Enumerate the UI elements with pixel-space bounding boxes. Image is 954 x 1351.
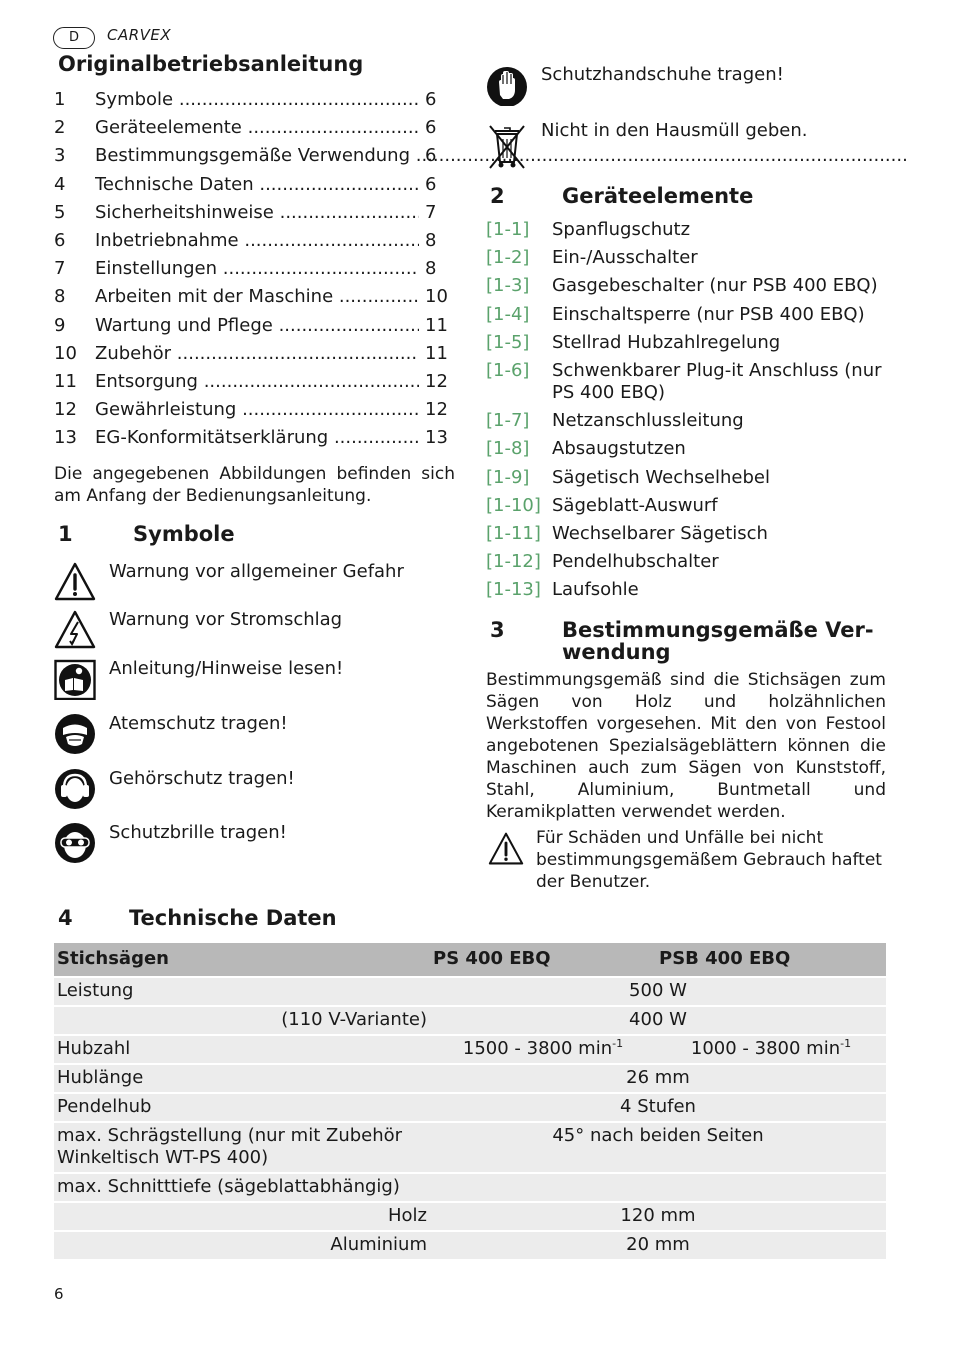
- toc-entry[interactable]: [54, 398, 454, 426]
- list-item: [486, 410, 896, 432]
- figure-reference[interactable]: [1-11]: [486, 522, 541, 544]
- toc-page: 12: [419, 370, 465, 394]
- toc-page: 7: [419, 201, 465, 225]
- row-label: Aluminium: [330, 1234, 427, 1255]
- document-title: Originalbetriebsanleitung: [58, 52, 364, 76]
- brand-name: CARVEX: [107, 26, 172, 44]
- warning-triangle-icon: [488, 832, 524, 866]
- toc-number: 5: [54, 201, 66, 223]
- safety-goggles-icon: [54, 822, 96, 864]
- row-label: max. Schnitttiefe (sägeblattabhängig): [57, 1176, 400, 1197]
- toc-entry[interactable]: [54, 116, 454, 144]
- toc-entry[interactable]: [54, 370, 454, 398]
- toc-entry[interactable]: [54, 426, 454, 454]
- figure-reference[interactable]: [1-13]: [486, 579, 541, 601]
- toc-page: 6: [419, 88, 465, 112]
- toc-page: 11: [419, 314, 465, 338]
- toc-number: 11: [54, 370, 77, 392]
- section-title-line: wendung: [562, 640, 671, 664]
- value-text: 1000 - 3800 min: [690, 1038, 841, 1059]
- toc-page: 6: [419, 116, 465, 140]
- row-label: Hubzahl: [57, 1038, 131, 1059]
- element-label: Einschaltsperre (nur PSB 400 EBQ): [552, 303, 865, 325]
- row-label: Pendelhub: [57, 1096, 152, 1117]
- toc-title: Inbetriebnahme .....: [95, 229, 434, 253]
- toc-title: Wartung und Pflege .....: [95, 314, 434, 338]
- toc-number: 6: [54, 229, 66, 251]
- intended-use-paragraph: Bestimmungsgemäß sind die Stichsägen zum Sägen von Holz und holzähnlichen Werkstoffen vorgesehen. Mit den von Festool angebotenen Spezialsägeblättern können die Maschinen auch zum Sägen von Kunststoff, Stahl, Aluminium, Buntmetall und Keramikplatten verwendet werden.: [486, 670, 886, 822]
- element-label: Schwenkbarer Plug-it Anschluss (nur PS 400 EBQ): [552, 359, 882, 403]
- electric-shock-icon: [54, 609, 96, 651]
- symbol-label: Anleitung/Hinweise lesen!: [109, 658, 344, 679]
- table-row: [54, 1093, 886, 1122]
- section-heading-verwendung: [490, 619, 890, 667]
- toc-entry[interactable]: [54, 257, 454, 285]
- toc-page: 8: [419, 229, 465, 253]
- section-number: 4: [58, 906, 73, 930]
- exponent: -1: [840, 1037, 852, 1050]
- row-label: Hublänge: [57, 1067, 144, 1088]
- symbol-label: Schutzhandschuhe tragen!: [541, 64, 784, 85]
- toc-entry[interactable]: [54, 314, 454, 342]
- row-label: Leistung: [57, 980, 134, 1001]
- toc-page: 6: [419, 173, 465, 197]
- element-label: Sägetisch Wechselhebel: [552, 466, 770, 488]
- element-label: Spanflugschutz: [552, 219, 691, 240]
- list-item: [486, 304, 896, 326]
- list-item: [486, 219, 896, 241]
- toc-title: Symbole .....: [95, 88, 434, 112]
- figure-reference[interactable]: [1-4]: [486, 303, 530, 325]
- toc-number: 1: [54, 89, 66, 110]
- toc-page: 11: [419, 342, 465, 366]
- row-value: 20 mm: [626, 1234, 690, 1255]
- toc-title: Arbeiten mit der Maschine .....: [95, 285, 434, 309]
- row-label: max. Schrägstellung (nur mit Zubehör Winkeltisch WT-PS 400): [57, 1125, 403, 1168]
- ear-protection-icon: [54, 768, 96, 810]
- section-title: Technische Daten: [129, 906, 337, 930]
- figure-reference[interactable]: [1-10]: [486, 494, 541, 516]
- section-heading-geraeteelemente: [490, 184, 890, 212]
- element-label: Ein-/Ausschalter: [552, 247, 698, 269]
- table-row: [54, 1202, 886, 1231]
- toc-number: 13: [54, 427, 77, 449]
- toc-entry[interactable]: [54, 88, 454, 116]
- symbol-label: Atemschutz tragen!: [109, 713, 288, 734]
- row-value: 500 W: [629, 980, 687, 1001]
- figure-reference[interactable]: [1-3]: [486, 275, 530, 297]
- toc-title: Geräteelemente .....: [95, 116, 434, 140]
- toc-entry[interactable]: [54, 342, 454, 370]
- row-value: 120 mm: [620, 1205, 696, 1226]
- figure-reference[interactable]: [1-8]: [486, 438, 530, 460]
- section-title-line: Bestimmungsgemäße Ver-: [562, 618, 874, 642]
- figure-reference[interactable]: [1-6]: [486, 359, 530, 381]
- crossed-bin-icon: [486, 120, 528, 172]
- list-item: [486, 523, 896, 545]
- element-label: Absaugstutzen: [552, 438, 686, 460]
- toc-page: 6: [425, 145, 437, 167]
- column-header: Stichsägen: [57, 948, 169, 969]
- table-row: [54, 1064, 886, 1093]
- table-row: [54, 1122, 886, 1173]
- list-item: [486, 360, 896, 404]
- section-number: 1: [58, 522, 73, 546]
- technical-data-table: [54, 943, 886, 1259]
- toc-number: 8: [54, 286, 66, 308]
- list-item: [486, 495, 896, 517]
- exponent: -1: [612, 1037, 624, 1050]
- list-item: [486, 438, 896, 460]
- warning-triangle-icon: [54, 561, 96, 603]
- element-label: Gasgebeschalter (nur PSB 400 EBQ): [552, 275, 878, 297]
- toc-number: 12: [54, 399, 77, 421]
- value-text: 1500 - 3800 min: [462, 1038, 613, 1059]
- figure-reference[interactable]: [1-5]: [486, 331, 530, 353]
- table-header-row: [54, 943, 886, 977]
- table-row: [54, 1006, 886, 1035]
- list-item: [486, 247, 896, 269]
- toc-title: Sicherheitshinweise .....: [95, 201, 434, 225]
- symbol-label: Gehörschutz tragen!: [109, 768, 295, 789]
- list-item: [486, 467, 896, 489]
- row-value-psb: [656, 1035, 886, 1064]
- toc-title: Bestimmungsgemäße Verwendung .....: [95, 144, 434, 168]
- section-heading-technische-daten: [58, 906, 458, 934]
- table-row: [54, 977, 886, 1006]
- read-manual-icon: [54, 658, 96, 700]
- toc-entry[interactable]: [54, 144, 454, 172]
- column-header: PSB 400 EBQ: [659, 948, 791, 969]
- toc-number: 2: [54, 117, 66, 139]
- symbol-label: Warnung vor Stromschlag: [109, 609, 343, 630]
- section-heading-symbole: [58, 522, 438, 550]
- row-value-ps: [430, 1035, 656, 1064]
- illustration-note: Die angegebenen Abbildungen befinden sich am Anfang der Bedienungsanleitung.: [54, 464, 455, 506]
- gloves-icon: [486, 64, 528, 106]
- section-title: Geräteelemente: [562, 184, 754, 208]
- toc-page: 10: [419, 285, 465, 309]
- list-item: [486, 551, 896, 573]
- table-row: [54, 1035, 886, 1064]
- list-item: [486, 579, 896, 601]
- toc-entry[interactable]: [54, 201, 454, 229]
- page-number: 6: [54, 1285, 64, 1303]
- row-value: 400 W: [629, 1009, 687, 1030]
- toc-title: Gewährleistung .....: [95, 398, 434, 422]
- respirator-icon: [54, 713, 96, 755]
- toc-title: Entsorgung .....: [95, 370, 434, 394]
- liability-warning: Für Schäden und Unfälle bei nicht bestimmungsgemäßem Gebrauch haftet der Benutzer.: [536, 828, 882, 892]
- figure-reference[interactable]: [1-9]: [486, 466, 530, 488]
- table-of-contents: [54, 88, 454, 454]
- toc-number: 7: [54, 258, 66, 280]
- element-label: Pendelhubschalter: [552, 551, 719, 573]
- toc-title: Technische Daten .....: [95, 173, 434, 197]
- table-row: [54, 1231, 886, 1259]
- toc-entry[interactable]: [54, 229, 454, 257]
- toc-page: 12: [419, 398, 465, 422]
- toc-title: Einstellungen .....: [95, 257, 434, 281]
- toc-page: 13: [419, 426, 465, 450]
- toc-entry[interactable]: [54, 285, 454, 313]
- row-label: (110 V-Variante): [281, 1009, 427, 1030]
- element-label: Wechselbarer Sägetisch: [552, 522, 768, 544]
- figure-reference[interactable]: [1-1]: [486, 219, 530, 240]
- row-label: Holz: [388, 1205, 427, 1226]
- row-value: 26 mm: [626, 1067, 690, 1088]
- table-row: [54, 1173, 886, 1202]
- toc-number: 10: [54, 342, 77, 364]
- toc-number: 3: [54, 145, 66, 167]
- section-title: Symbole: [133, 522, 235, 546]
- section-number: 3: [490, 618, 505, 642]
- list-item: [486, 275, 896, 297]
- toc-title: EG-Konformitätserklärung .....: [95, 426, 434, 450]
- symbol-label: Warnung vor allgemeiner Gefahr: [109, 561, 404, 582]
- row-value: 4 Stufen: [620, 1096, 696, 1117]
- toc-number: 4: [54, 173, 66, 195]
- toc-number: 9: [54, 314, 66, 336]
- section-number: 2: [490, 184, 505, 208]
- element-label: Sägeblatt-Auswurf: [552, 494, 718, 516]
- column-header: PS 400 EBQ: [433, 948, 551, 969]
- section-title: [562, 619, 874, 663]
- symbol-label: Nicht in den Hausmüll geben.: [541, 120, 808, 141]
- element-label: Laufsohle: [552, 579, 639, 601]
- figure-reference[interactable]: [1-2]: [486, 247, 530, 269]
- row-value: 45° nach beiden Seiten: [552, 1125, 764, 1146]
- language-badge: D: [53, 27, 95, 49]
- toc-page: 8: [419, 257, 465, 281]
- element-label: Stellrad Hubzahlregelung: [552, 331, 781, 353]
- toc-title: Zubehör .....: [95, 342, 434, 366]
- figure-reference[interactable]: [1-12]: [486, 551, 541, 573]
- symbol-label: Schutzbrille tragen!: [109, 822, 287, 843]
- toc-entry[interactable]: [54, 173, 454, 201]
- list-item: [486, 332, 896, 354]
- device-elements-list: [486, 219, 896, 607]
- element-label: Netzanschlussleitung: [552, 410, 744, 432]
- figure-reference[interactable]: [1-7]: [486, 410, 530, 432]
